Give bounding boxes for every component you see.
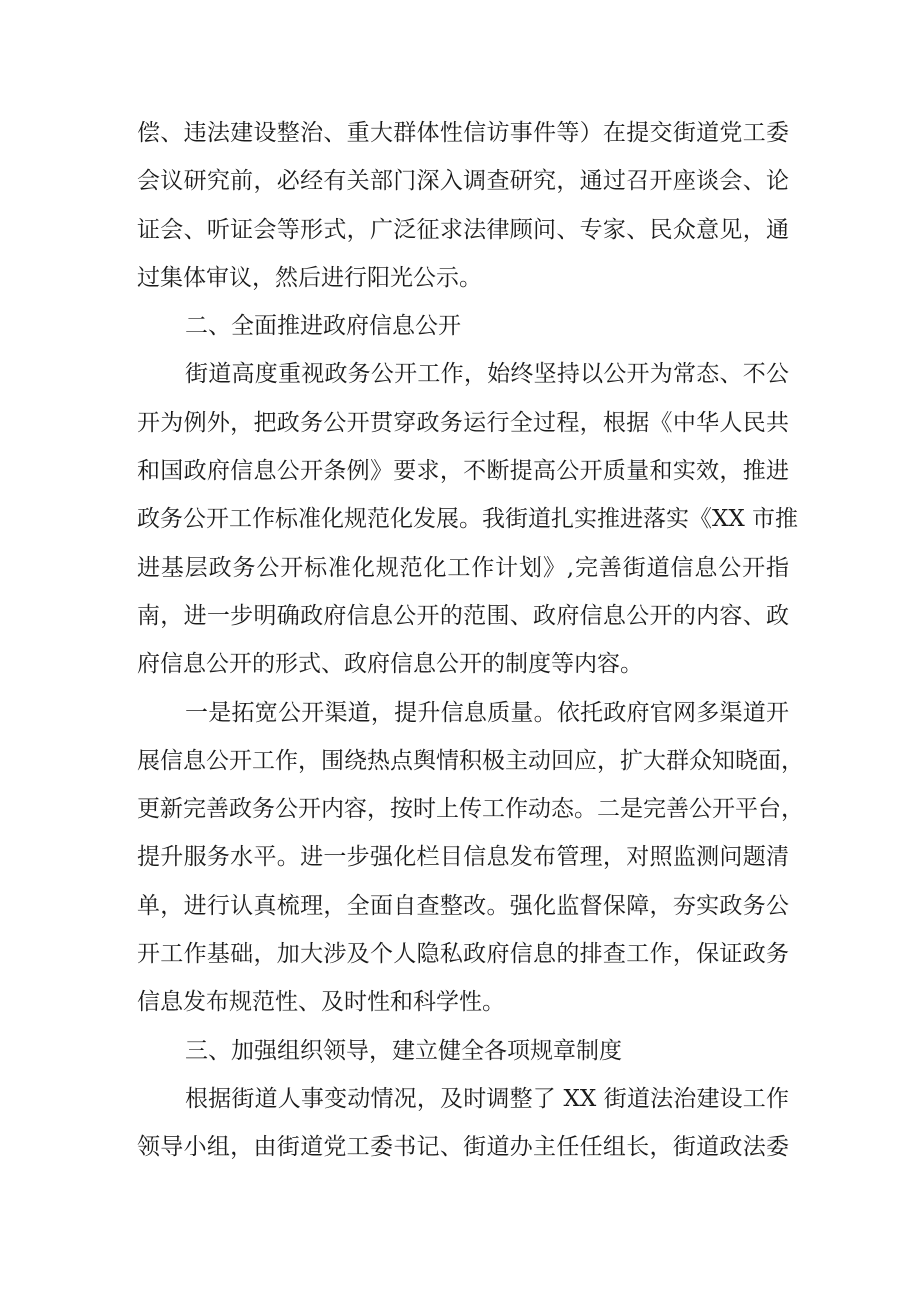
text-line: 进基层政务公开标准化规范化工作计划》,完善街道信息公开指	[137, 554, 789, 581]
text-line: 单，进行认真梳理，全面自查整改。强化监督保障，夯实政务公	[137, 892, 789, 919]
section-heading: 二、全面推进政府信息公开	[185, 313, 461, 340]
section-heading: 三、加强组织领导，建立健全各项规章制度	[185, 1037, 622, 1064]
text-line: 领导小组，由街道党工委书记、街道办主任任组长，街道政法委	[137, 1134, 789, 1161]
text-line: 会议研究前，必经有关部门深入调查研究，通过召开座谈会、论	[137, 168, 789, 195]
text-line: 开为例外，把政务公开贯穿政务运行全过程，根据《中华人民共	[137, 409, 789, 436]
text-line: 府信息公开的形式、政府信息公开的制度等内容。	[137, 651, 643, 678]
text-line: 提升服务水平。进一步强化栏目信息发布管理，对照监测问题清	[137, 844, 789, 871]
text-line: 和国政府信息公开条例》要求，不断提高公开质量和实效，推进	[137, 458, 789, 485]
text-line: 政务公开工作标准化规范化发展。我街道扎实推进落实《XX 市推	[137, 506, 799, 533]
text-line: 一是拓宽公开渠道，提升信息质量。依托政府官网多渠道开	[185, 699, 789, 726]
text-line: 证会、听证会等形式，广泛征求法律顾问、专家、民众意见，通	[137, 216, 789, 243]
text-line: 根据街道人事变动情况，及时调整了 XX 街道法治建设工作	[185, 1085, 789, 1112]
text-line: 更新完善政务公开内容，按时上传工作动态。二是完善公开平台，	[137, 796, 804, 823]
text-line: 街道高度重视政务公开工作，始终坚持以公开为常态、不公	[185, 361, 789, 388]
text-line: 展信息公开工作，围绕热点舆情积极主动回应，扩大群众知晓面，	[137, 747, 804, 774]
text-line: 南，进一步明确政府信息公开的范围、政府信息公开的内容、政	[137, 602, 789, 629]
text-line: 偿、违法建设整治、重大群体性信访事件等）在提交街道党工委	[137, 120, 789, 146]
text-line: 信息发布规范性、及时性和科学性。	[137, 989, 505, 1016]
text-line: 过集体审议，然后进行阳光公示。	[137, 264, 482, 291]
text-line: 开工作基础，加大涉及个人隐私政府信息的排查工作，保证政务	[137, 941, 789, 968]
document-page	[137, 109, 804, 1172]
